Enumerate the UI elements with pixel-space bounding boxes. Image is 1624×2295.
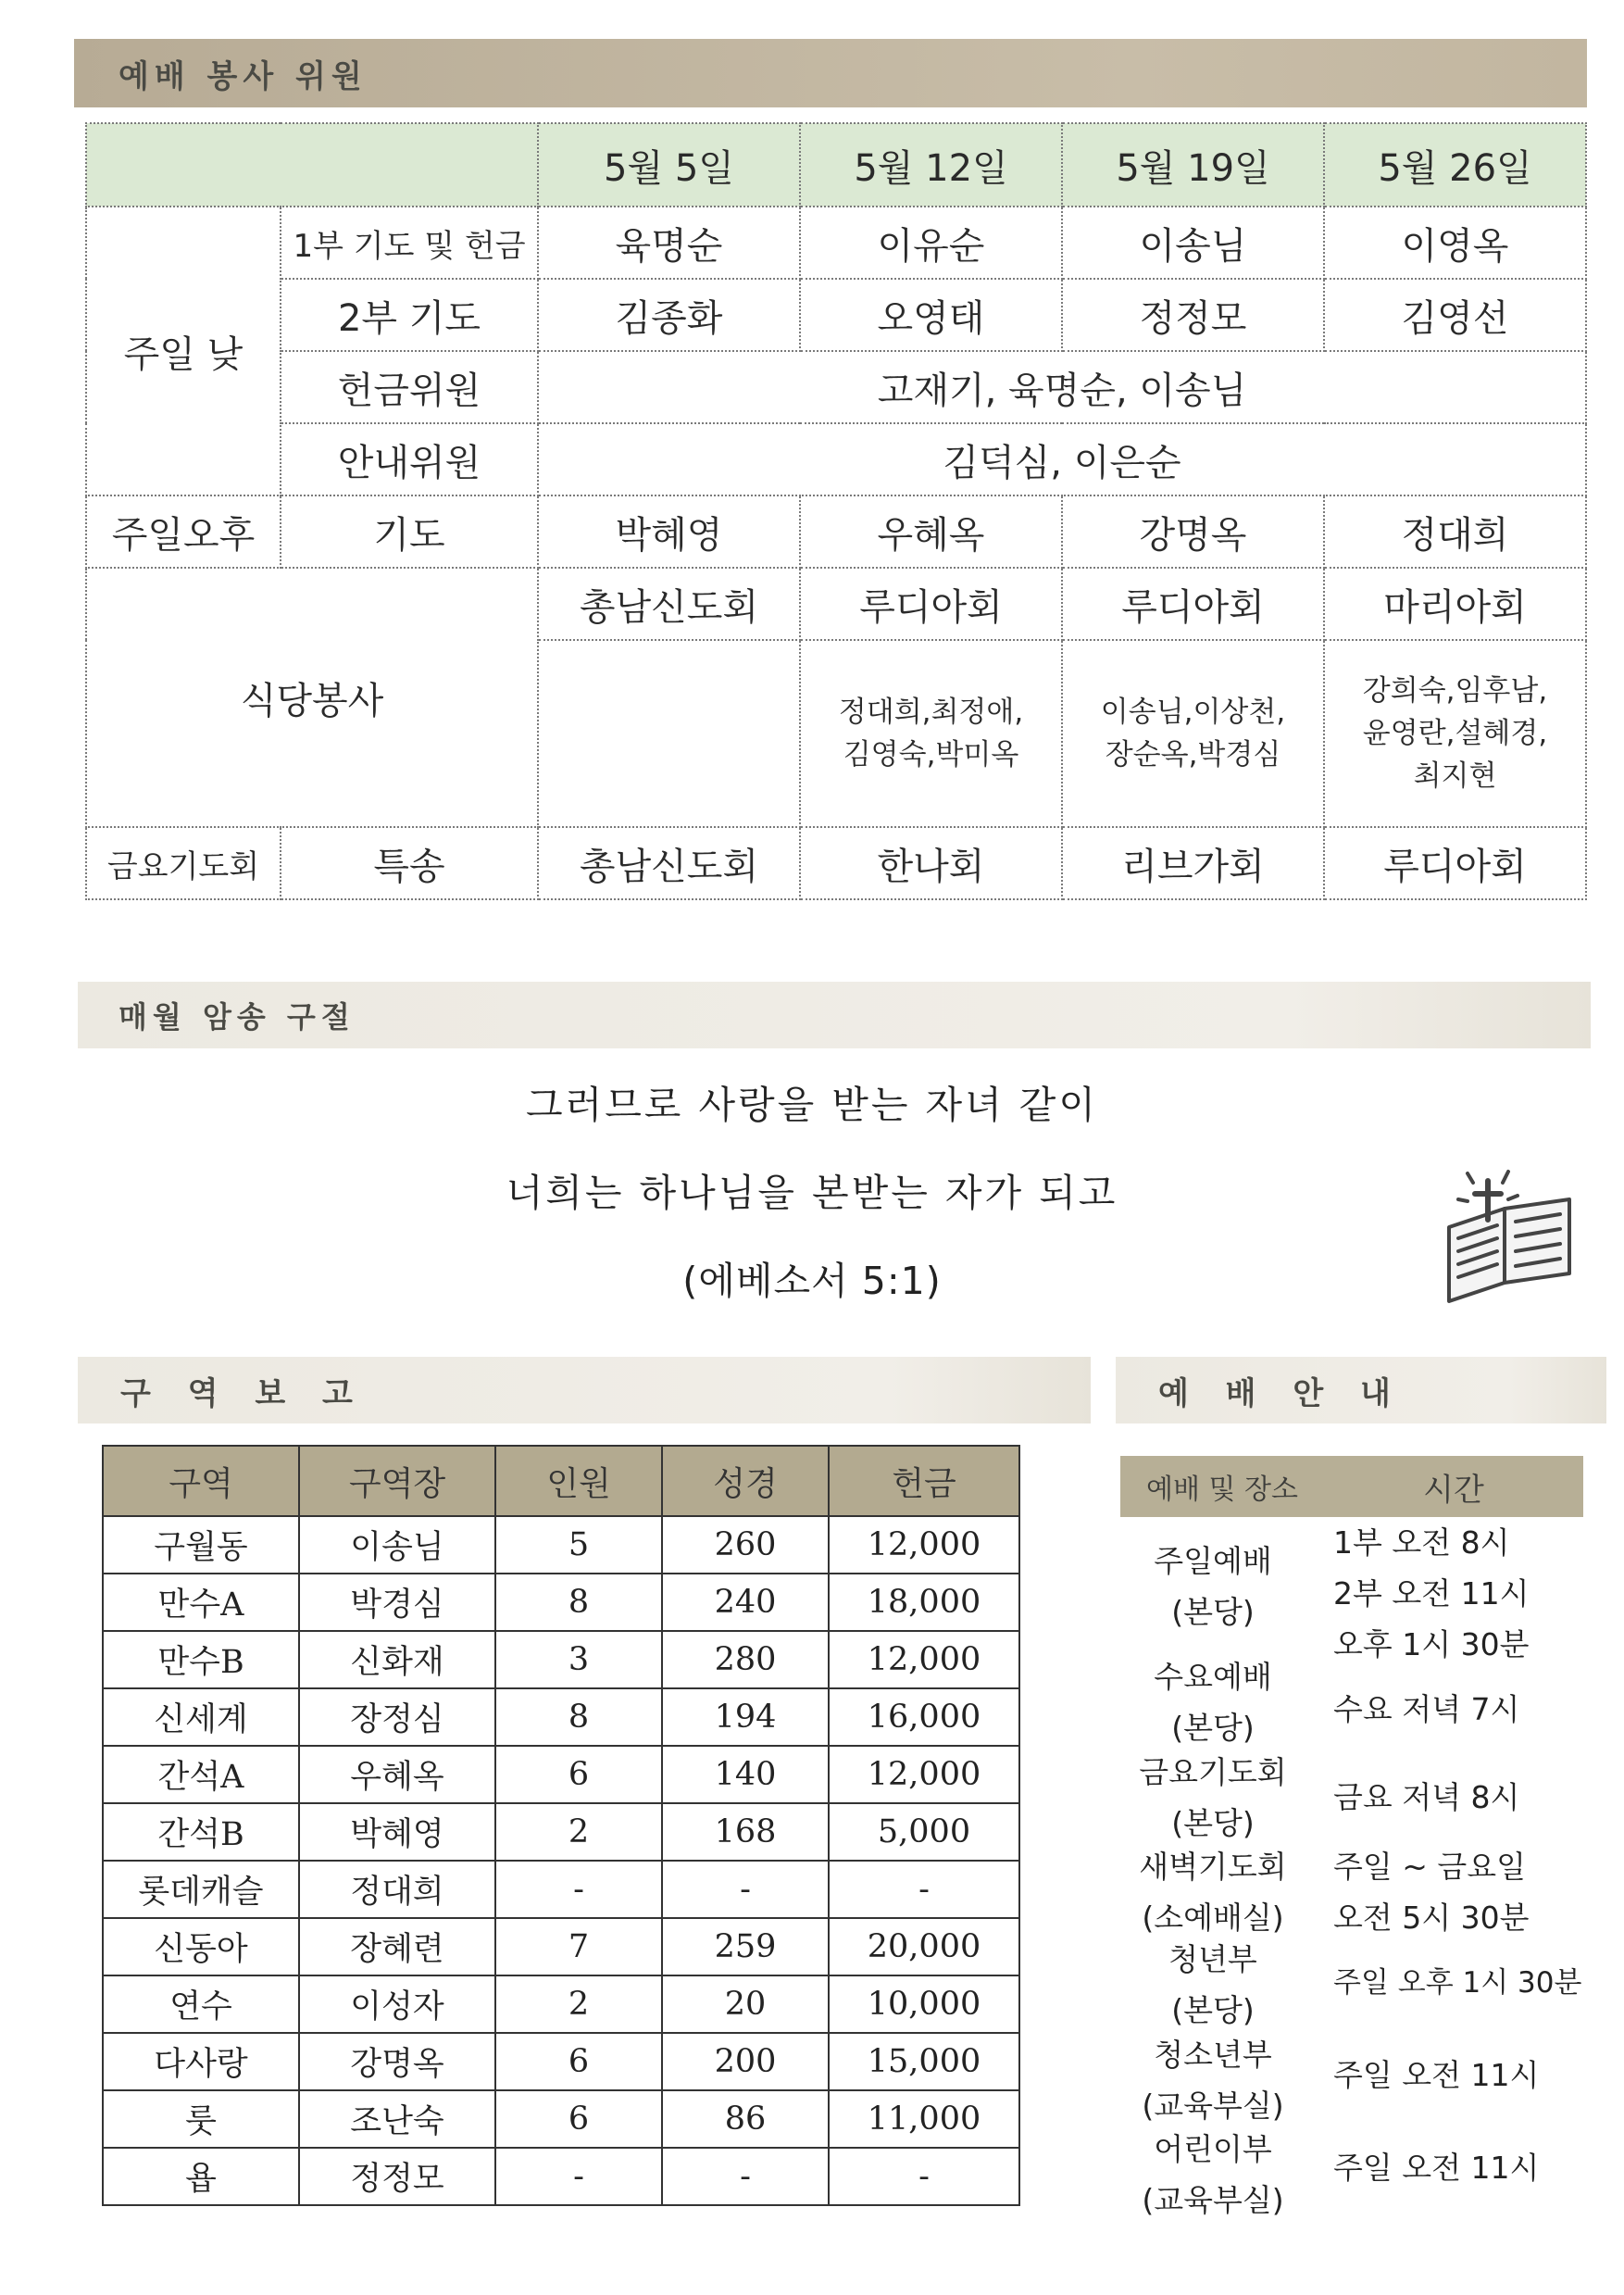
table-row [103, 1861, 1019, 1918]
table-cell: 16,000 [829, 1688, 1019, 1746]
worship-time: 오후 1시 30분 [1333, 1626, 1530, 1662]
table-cell: 20,000 [829, 1918, 1019, 1975]
name-cell: 총남신도회 [538, 827, 800, 899]
table-cell: 강명옥 [299, 2033, 495, 2090]
table-cell: 86 [662, 2090, 829, 2148]
row-label: 1부 기도 및 헌금 [281, 207, 538, 279]
date-header: 5월 12일 [800, 123, 1062, 207]
verse-line-2: 너희는 하나님을 본받는 자가 되고 [506, 1171, 1118, 1215]
worship-header-place: 예배 및 장소 [1146, 1474, 1298, 1506]
row-label: 기도 [281, 495, 538, 568]
name-cell: 이송님 [1062, 207, 1324, 279]
kitchen-group: 루디아회 [800, 568, 1062, 640]
worship-time: 주일 오전 11시 [1333, 2150, 1540, 2186]
name-cell: 박혜영 [538, 495, 800, 568]
worship-place: (교육부실) [1142, 2088, 1284, 2124]
section-district-label: 구 역 보 고 [120, 1374, 366, 1412]
date-header: 5월 26일 [1324, 123, 1586, 207]
kitchen-group: 마리아회 [1324, 568, 1586, 640]
table-cell: 만수B [103, 1631, 299, 1688]
table-row [103, 2090, 1019, 2148]
table-cell: 168 [662, 1803, 829, 1861]
table-cell: 롯데캐슬 [103, 1861, 299, 1918]
friday-label: 금요기도회 [86, 827, 281, 899]
worship-time: 오전 5시 30분 [1333, 1900, 1530, 1936]
name-cell: 김영선 [1324, 279, 1586, 351]
name-cell: 리브가회 [1062, 827, 1324, 899]
column-header: 구역장 [299, 1446, 495, 1516]
section-serving-label: 예배 봉사 위원 [119, 57, 368, 95]
worship-time: 1부 오전 8시 [1333, 1524, 1510, 1561]
table-cell: 5,000 [829, 1803, 1019, 1861]
header-empty [86, 123, 538, 207]
section-district-title [78, 1357, 1091, 1423]
kitchen-members: 정대희,최정애, 김영숙,박미옥 [800, 640, 1062, 827]
table-row [103, 2148, 1019, 2205]
table-cell: - [662, 2148, 829, 2205]
name-cell: 우혜옥 [800, 495, 1062, 568]
table-cell: 신동아 [103, 1918, 299, 1975]
table-row [103, 1746, 1019, 1803]
table-cell: 다사랑 [103, 2033, 299, 2090]
kitchen-label: 식당봉사 [86, 568, 538, 827]
name-cell: 육명순 [538, 207, 800, 279]
bible-icon [1430, 1162, 1588, 1311]
section-serving-title [74, 39, 1587, 107]
table-cell: - [662, 1861, 829, 1918]
table-cell: 259 [662, 1918, 829, 1975]
kitchen-members: 이송님,이상천, 장순옥,박경심 [1062, 640, 1324, 827]
table-cell: 장혜련 [299, 1918, 495, 1975]
worship-time: 2부 오전 11시 [1333, 1575, 1530, 1612]
kitchen-members [538, 640, 800, 827]
name-cell: 정정모 [1062, 279, 1324, 351]
table-cell: 2 [495, 1803, 662, 1861]
table-cell: 간석B [103, 1803, 299, 1861]
table-cell: 194 [662, 1688, 829, 1746]
name-cell: 한나회 [800, 827, 1062, 899]
table-cell: 20 [662, 1975, 829, 2033]
worship-place: 청년부 [1168, 1941, 1257, 1977]
table-cell: 12,000 [829, 1516, 1019, 1574]
table-cell: 6 [495, 1746, 662, 1803]
name-cell: 루디아회 [1324, 827, 1586, 899]
table-cell: 신화재 [299, 1631, 495, 1688]
table-cell: 6 [495, 2090, 662, 2148]
table-cell: 2 [495, 1975, 662, 2033]
table-row [103, 1574, 1019, 1631]
name-cell: 김종화 [538, 279, 800, 351]
section-worship-title [1116, 1357, 1606, 1423]
table-cell: - [495, 2148, 662, 2205]
table-row [103, 1803, 1019, 1861]
table-cell: 정정모 [299, 2148, 495, 2205]
table-cell: 15,000 [829, 2033, 1019, 2090]
table-cell: 조난숙 [299, 2090, 495, 2148]
table-cell: 6 [495, 2033, 662, 2090]
district-table [102, 1445, 1020, 2206]
date-header: 5월 19일 [1062, 123, 1324, 207]
row-label: 2부 기도 [281, 279, 538, 351]
worship-header [1120, 1456, 1583, 1517]
section-memory-title [78, 982, 1591, 1048]
table-cell: 이송님 [299, 1516, 495, 1574]
table-cell: - [495, 1861, 662, 1918]
worship-time: 주일 오전 11시 [1333, 2057, 1540, 2093]
table-cell: 간석A [103, 1746, 299, 1803]
verse-line-1: 그러므로 사랑을 받는 자녀 같이 [525, 1083, 1098, 1127]
row-label: 안내위원 [281, 423, 538, 495]
worship-place: 주일예배 [1154, 1543, 1272, 1579]
table-cell: 18,000 [829, 1574, 1019, 1631]
table-row [103, 1975, 1019, 2033]
table-cell: 11,000 [829, 2090, 1019, 2148]
table-cell: - [829, 1861, 1019, 1918]
name-cell: 강명옥 [1062, 495, 1324, 568]
worship-place: (본당) [1171, 1594, 1255, 1630]
table-cell: 신세계 [103, 1688, 299, 1746]
table-cell: 연수 [103, 1975, 299, 2033]
table-cell: 10,000 [829, 1975, 1019, 2033]
table-cell: 5 [495, 1516, 662, 1574]
kitchen-group: 총남신도회 [538, 568, 800, 640]
table-cell: 12,000 [829, 1631, 1019, 1688]
table-cell: 12,000 [829, 1746, 1019, 1803]
table-row [103, 2033, 1019, 2090]
worship-place: (본당) [1171, 1710, 1255, 1746]
verse-reference: (에베소서 5:1) [682, 1259, 942, 1303]
serving-table [85, 122, 1587, 900]
name-cell: 이영옥 [1324, 207, 1586, 279]
table-cell: 장정심 [299, 1688, 495, 1746]
row-label: 헌금위원 [281, 351, 538, 423]
table-cell: 7 [495, 1918, 662, 1975]
date-header: 5월 5일 [538, 123, 800, 207]
column-header: 구역 [103, 1446, 299, 1516]
offering-names: 고재기, 육명순, 이송님 [538, 351, 1586, 423]
table-cell: 8 [495, 1688, 662, 1746]
column-header: 인원 [495, 1446, 662, 1516]
worship-time: 금요 저녁 8시 [1333, 1779, 1520, 1815]
table-cell: 240 [662, 1574, 829, 1631]
table-row [103, 1918, 1019, 1975]
column-header: 성경 [662, 1446, 829, 1516]
table-cell: 룻 [103, 2090, 299, 2148]
sunday-pm-label: 주일오후 [86, 495, 281, 568]
table-cell: - [829, 2148, 1019, 2205]
sunday-day-label: 주일 낮 [86, 207, 281, 495]
table-row [103, 1631, 1019, 1688]
section-memory-label: 매월 암송 구절 [119, 999, 356, 1035]
table-cell: 박혜영 [299, 1803, 495, 1861]
worship-time: 수요 저녁 7시 [1333, 1691, 1520, 1727]
row-label: 특송 [281, 827, 538, 899]
worship-place: (소예배실) [1142, 1900, 1284, 1936]
name-cell: 오영태 [800, 279, 1062, 351]
district-rows [103, 1516, 1019, 2205]
table-cell: 280 [662, 1631, 829, 1688]
worship-place: (본당) [1171, 1992, 1255, 2028]
worship-time: 주일 ~ 금요일 [1333, 1849, 1527, 1885]
table-cell: 욥 [103, 2148, 299, 2205]
worship-place: 수요예배 [1154, 1659, 1272, 1695]
section-worship-label: 예 배 안 내 [1158, 1374, 1404, 1412]
table-cell: 구월동 [103, 1516, 299, 1574]
name-cell: 이유순 [800, 207, 1062, 279]
table-cell: 박경심 [299, 1574, 495, 1631]
kitchen-members: 강희숙,임후남, 윤영란,설혜경, 최지현 [1324, 640, 1586, 827]
worship-place: (교육부실) [1142, 2182, 1284, 2218]
worship-time: 주일 오후 1시 30분 [1333, 1966, 1582, 2000]
table-cell: 우혜옥 [299, 1746, 495, 1803]
table-cell: 260 [662, 1516, 829, 1574]
table-cell: 정대희 [299, 1861, 495, 1918]
worship-place: 청소년부 [1154, 2037, 1272, 2073]
worship-place: 새벽기도회 [1139, 1849, 1287, 1885]
table-row [103, 1516, 1019, 1574]
table-cell: 8 [495, 1574, 662, 1631]
worship-place: 금요기도회 [1139, 1754, 1287, 1790]
worship-place: 어린이부 [1154, 2131, 1272, 2167]
name-cell: 정대희 [1324, 495, 1586, 568]
table-row [103, 1688, 1019, 1746]
table-cell: 200 [662, 2033, 829, 2090]
worship-place: (본당) [1171, 1805, 1255, 1841]
table-cell: 만수A [103, 1574, 299, 1631]
worship-header-time: 시간 [1423, 1471, 1484, 1509]
table-cell: 3 [495, 1631, 662, 1688]
table-cell: 이성자 [299, 1975, 495, 2033]
table-cell: 140 [662, 1746, 829, 1803]
column-header: 헌금 [829, 1446, 1019, 1516]
usher-names: 김덕심, 이은순 [538, 423, 1586, 495]
kitchen-group: 루디아회 [1062, 568, 1324, 640]
